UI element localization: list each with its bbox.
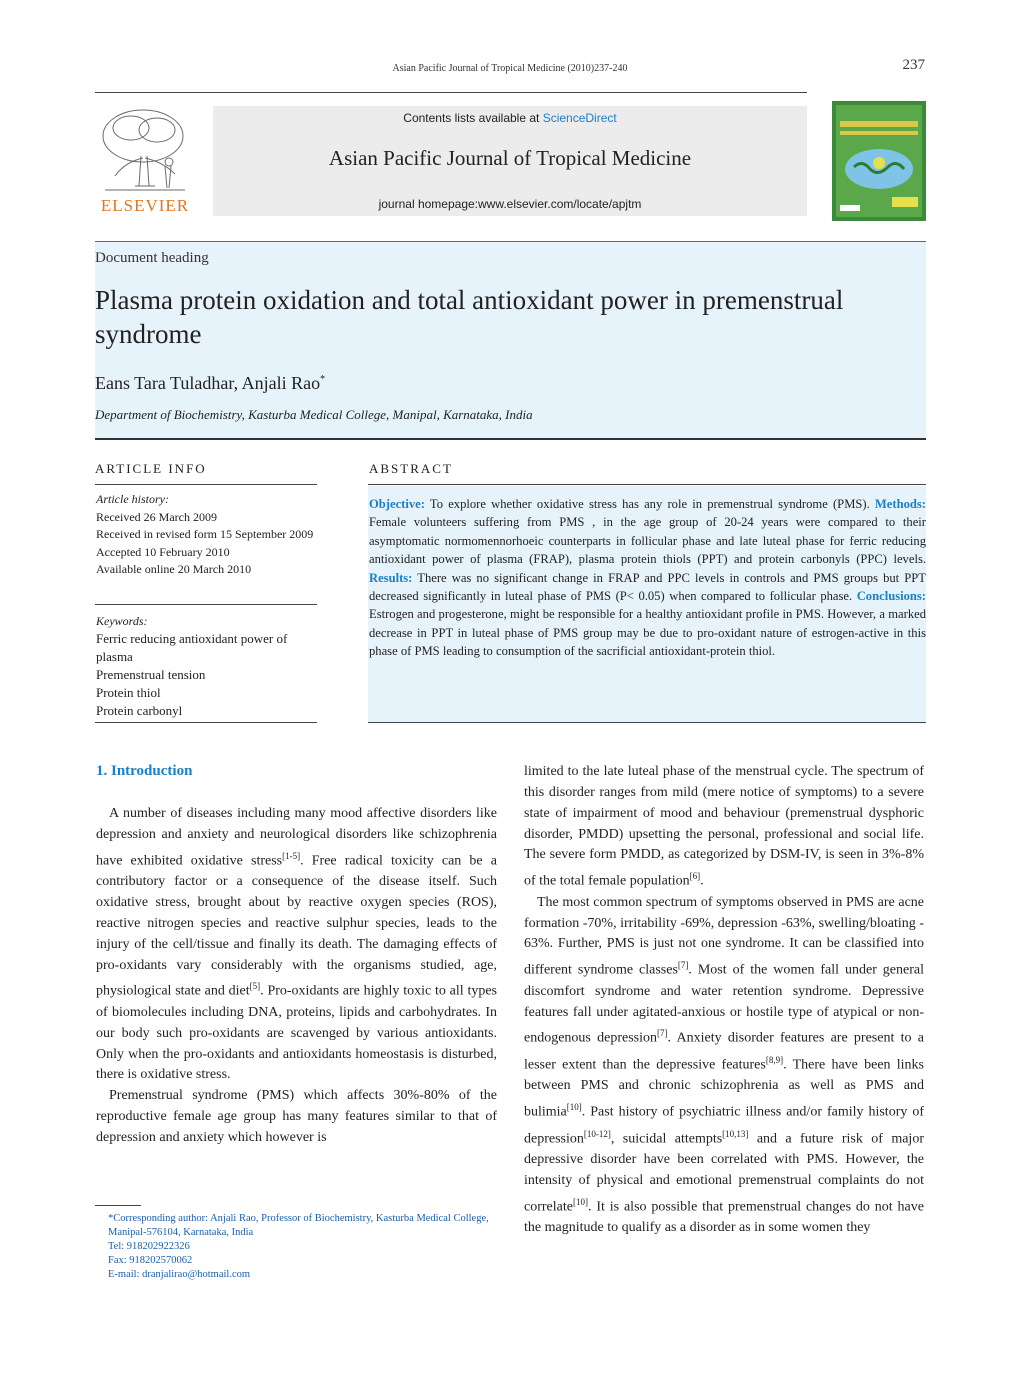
article-info-heading: ARTICLE INFO (95, 461, 207, 476)
body-column-left (96, 804, 497, 1149)
journal-homepage[interactable]: journal homepage:www.elsevier.com/locate/apjtm (378, 197, 642, 211)
text-run: . Pro-oxidants are highly toxic to all types of biomolecules including DNA, proteins, lipids and carbohydrates. In our body such pro-oxidants are scavenged by various antioxidants. Only when the pro-oxidants and antioxidants homeostasis is disturbed, there is oxidative stress. (96, 984, 497, 1083)
citation[interactable]: [8,9] (765, 1054, 784, 1065)
text-run: , suicidal attempts (610, 1131, 723, 1147)
elsevier-logo (95, 106, 195, 216)
abstract-bottom-rule (368, 722, 926, 723)
citation[interactable]: [7] (657, 1028, 668, 1039)
journal-masthead (213, 106, 807, 216)
results-text: There was no significant change in FRAP and PPC levels in controls and PMS groups but PPT decreased significantly in luteal phase of PMS (P< 0.05) when compared to follicular phase. (369, 570, 926, 604)
abstract-text (369, 495, 926, 661)
citation[interactable]: [10-12] (583, 1128, 611, 1139)
abstract-rule (368, 484, 926, 485)
history-label: Article history: (96, 492, 169, 506)
methods-text: Female volunteers suffering from PMS , in the age group of 20-24 years were compared to their asymptomatic normomennorhoeic counterparts in follicular phase and late luteal phase for ferric reducing antioxidant power of plasma (FRAP), plasma protein thiols (PPT) and protein carbonyls (PPC) levels. (369, 515, 926, 567)
affiliation: Department of Biochemistry, Kasturba Medical College, Manipal, Karnataka, India (95, 407, 533, 422)
footnote-corresponding: *Corresponding author: Anjali Rao, Professor of Biochemistry, Kasturba Medical College, Manipal-576104, Karnataka, India (108, 1213, 489, 1238)
conclusions-text: Estrogen and progesterone, might be responsible for a healthy antioxidant profile in PMS. However, a marked decrease in PPT in luteal phase of PMS group may be due to pro-oxidant nature of estrogen-active in this phase of PMS leading to consumption of the sacrificial antioxidant-protein thiol. (369, 607, 926, 659)
contents-line (213, 111, 807, 125)
text-run: A number of diseases including many mood affective disorders like depression and anxiety and neurological disorders like schizophrenia have exhibited oxidative stress (96, 806, 497, 869)
authors (95, 373, 325, 394)
text-run: . It is also possible that premenstrual changes do not have the magnitude to qualify as a disorder as in some women they (524, 1199, 924, 1236)
conclusions-label: Conclusions: (856, 589, 926, 604)
keywords (96, 612, 324, 720)
citation[interactable]: [5] (249, 981, 261, 992)
keyword-item: Ferric reducing antioxidant power of plasma (96, 631, 288, 664)
citation[interactable]: [10] (566, 1102, 582, 1113)
article-info-rule (95, 484, 317, 485)
keyword-item: Protein carbonyl (96, 703, 183, 718)
methods-label: Methods: (874, 497, 926, 511)
history-accepted: Accepted 10 February 2010 (96, 544, 230, 559)
article-info-bottom-rule (95, 722, 317, 723)
cover-image-icon (832, 101, 926, 221)
section-heading-introduction: 1. Introduction (96, 763, 193, 779)
text-run: limited to the late luteal phase of the menstrual cycle. The spectrum of this disorder ranges from mild (mere notice of symptoms) to a severe state of impairment of mood and behaviour (premenstrual dysphoric disorder, PMDD) upsetting the personal, professional and social life. The severe form PMDD, as categorized by DSM-IV, is seen in 3%-8% of the total female population (524, 764, 924, 889)
article-info-divider (95, 604, 317, 605)
citation[interactable]: [7] (677, 960, 689, 971)
footnote-email[interactable]: E-mail: dranjalirao@hotmail.com (108, 1269, 251, 1280)
paragraph (96, 804, 497, 1086)
text-run: . Free radical toxicity can be a contributory factor or a consequence of the disease itself. Such oxidative stress, brought about by reactive oxygen species (ROS), reactive nitrogen species and reactive sulphur species, leads to the injury of the cell/tissue and finally its death. The damaging effects of pro-oxidants vary considerably with the organisms studied, age, physiological state and diet (96, 853, 497, 1000)
text-run: . Most of the women fall under general discomfort syndrome and water retention syndrome. Depressive features fall under agitated-anxious or hostile type of atypical or non-endogenous depression (524, 962, 924, 1047)
hero-bottom-rule (95, 438, 926, 440)
citation[interactable]: [6] (689, 871, 701, 882)
paragraph (524, 762, 924, 893)
running-head: Asian Pacific Journal of Tropical Medicine (2010)237-240 (392, 63, 628, 74)
journal-cover-thumbnail (832, 101, 926, 221)
paragraph (524, 893, 924, 1240)
text-run: The most common spectrum of symptoms observed in PMS are acne formation -70%, irritability -69%, depression -63%, swelling/bloating - 63%. Further, PMS is just not one syndrome. It can be classified into different syndrome classes (524, 894, 924, 978)
footnote-rule (95, 1205, 141, 1206)
citation[interactable]: [10,13] (722, 1128, 749, 1139)
history-received: Received 26 March 2009 (96, 509, 217, 524)
corresponding-mark: * (320, 374, 326, 385)
publisher-name: ELSEVIER (100, 196, 190, 215)
history-online: Available online 20 March 2010 (96, 562, 252, 576)
objective-text: To explore whether oxidative stress has any role in premenstrual syndrome (PMS). (424, 497, 875, 511)
corresponding-author-footnote (95, 1212, 497, 1282)
text-run: . (700, 873, 704, 889)
tree-icon (95, 106, 195, 194)
citation[interactable]: [1-5] (282, 850, 301, 861)
contents-prefix: Contents lists available at (403, 111, 543, 125)
keywords-label: Keywords: (96, 614, 148, 628)
page-number: 237 (902, 57, 925, 73)
results-label: Results: (369, 570, 413, 585)
paragraph: Premenstrual syndrome (PMS) which affects 30%-80% of the reproductive female age group has many features similar to that of depression and anxiety which however is (96, 1088, 497, 1145)
keyword-item: Premenstrual tension (96, 667, 206, 682)
body-column-right (524, 762, 924, 1239)
text-run: . Anxiety disorder features are present to a lesser extent than the depressive features (524, 1031, 924, 1073)
journal-title: Asian Pacific Journal of Tropical Medicine (328, 146, 692, 170)
history-revised: Received in revised form 15 September 2009 (96, 527, 314, 541)
document-heading: Document heading (95, 250, 209, 266)
top-rule (95, 92, 807, 93)
article-title: Plasma protein oxidation and total antioxidant power in premenstrual syndrome (95, 285, 844, 349)
text-run: and a future risk of major depressive disorder have been correlated with PMS. However, the intensity of physical and emotional premenstrual complaints do not correlate (524, 1131, 924, 1215)
objective-label: Objective: (369, 497, 425, 511)
footnote-fax: Fax: 918202570062 (108, 1255, 193, 1266)
article-history (96, 491, 326, 579)
footnote-tel: Tel: 918202922326 (108, 1241, 190, 1252)
citation[interactable]: [10] (572, 1196, 588, 1207)
text-run: . There have been links between PMS and chronic schizophrenia as well as PMS and bulimia (524, 1057, 924, 1120)
author-names: Eans Tara Tuladhar, Anjali Rao (95, 373, 321, 393)
text-run: . Past history of psychiatric illness and/or family history of depression (524, 1104, 924, 1147)
keyword-item: Protein thiol (96, 685, 161, 700)
sciencedirect-link[interactable]: ScienceDirect (542, 111, 617, 125)
abstract-heading: ABSTRACT (369, 461, 453, 476)
